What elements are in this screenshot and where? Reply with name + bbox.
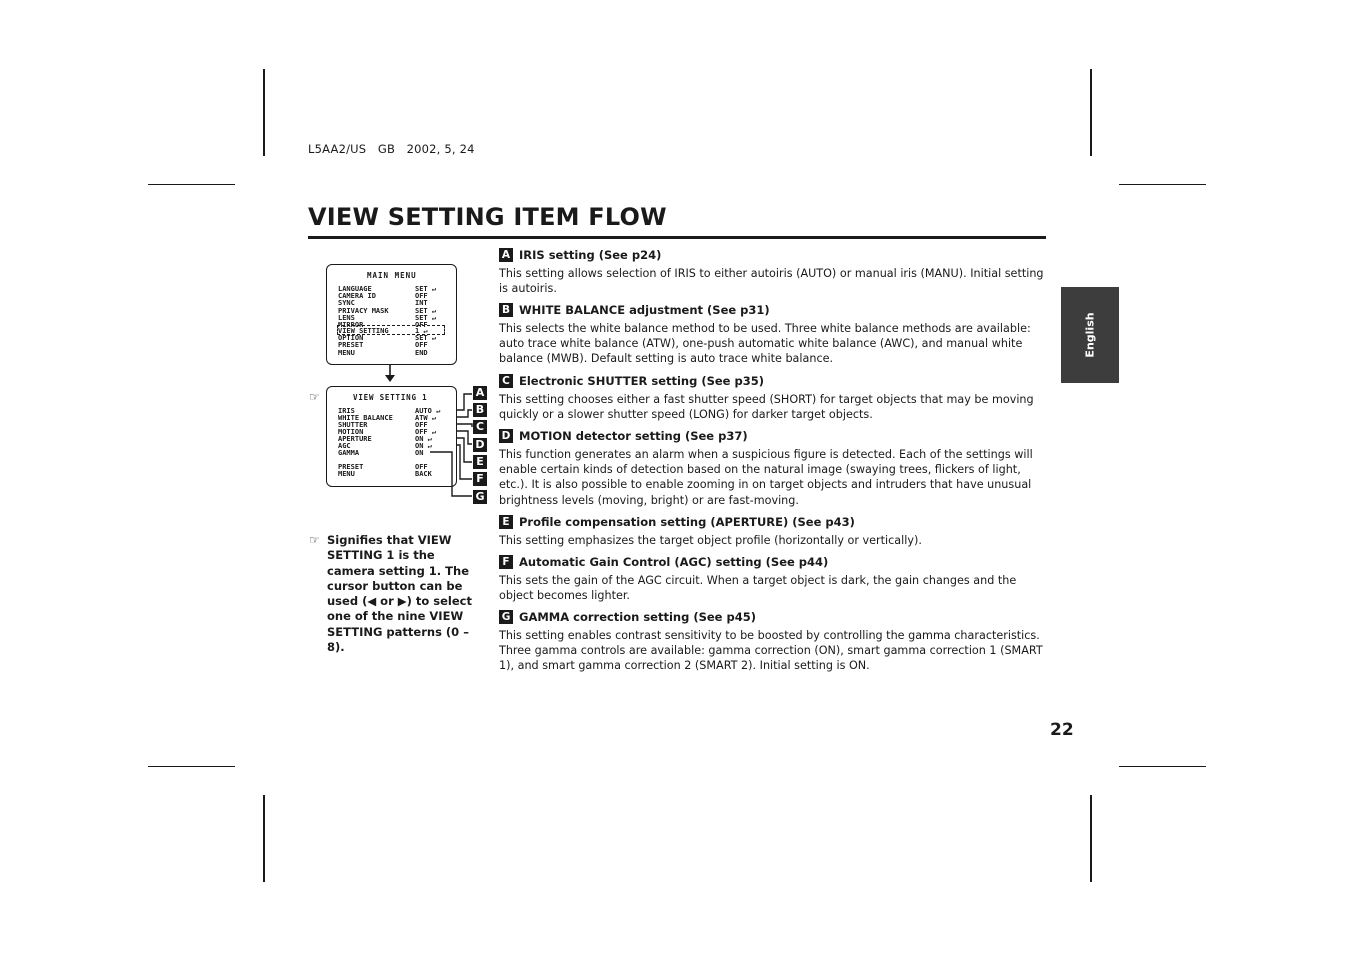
crop-mark [1119, 184, 1206, 185]
crop-mark [148, 766, 235, 767]
section-body: This setting enables contrast sensitivity to be boosted by controlling the gamma characteristics. Three gamma controls are available: gamma correction (ON), smart gamma correction 1 (SMART 1), and smart gamma correction 2 (SMART 2). Initial setting is ON. [499, 629, 1043, 673]
menu-row-value: SET ↵ [415, 307, 437, 315]
callout-d: D [473, 438, 487, 452]
section-heading [499, 514, 1044, 530]
menu-row-label: MIRROR [338, 321, 364, 329]
section-body: This sets the gain of the AGC circuit. When a target object is dark, the gain changes and the object becomes lighter. [499, 574, 1017, 603]
crop-mark [263, 69, 265, 156]
menu-row-label: APERTURE [338, 435, 372, 443]
note-text: Signifies that VIEW SETTING 1 is the camera setting 1. The cursor button can be used (◀ or ▶) to select one of the nine VIEW SETTING patterns (0 – 8). [327, 533, 472, 655]
menu-row-label: MENU [338, 470, 355, 478]
menu-row-value: ATW ↵ [415, 414, 437, 422]
callout-g: G [473, 490, 487, 504]
crop-mark [1090, 69, 1092, 156]
section-heading-text: Electronic SHUTTER setting (See p35) [519, 374, 764, 388]
callout-a: A [473, 386, 487, 400]
section-body: This function generates an alarm when a suspicious figure is detected. Each of the settings will enable certain kinds of detection based on the natural image (swaying trees, flickers of light, etc.). It is also possible to enable zooming in on target objects and intruders that have unusual brightness levels (moving, bright) or are fast-moving. [499, 448, 1033, 507]
setting-section [499, 247, 1044, 296]
section-heading [499, 373, 1044, 389]
menu-row-value: SET ↵ [415, 334, 437, 342]
view-setting-title: VIEW SETTING 1 [353, 393, 428, 402]
menu-row-label: MOTION [338, 428, 364, 436]
setting-section [499, 302, 1044, 367]
callout-f: F [473, 472, 487, 486]
document-id: L5AA2/US GB 2002, 5, 24 [308, 142, 475, 156]
section-letter-badge: A [499, 248, 513, 262]
menu-row-value: 1 ↵ [415, 327, 428, 335]
menu-row-label: CAMERA ID [338, 292, 376, 300]
menu-row-value: SET ↵ [415, 314, 437, 322]
section-heading-text: WHITE BALANCE adjustment (See p31) [519, 303, 770, 317]
section-heading [499, 554, 1044, 570]
menu-row-label: SHUTTER [338, 421, 368, 429]
menu-row-value: SET ↵ [415, 285, 437, 293]
menu-row-value: ON ↵ [415, 442, 432, 450]
main-menu-screen [326, 264, 457, 365]
callout-c: C [473, 420, 487, 434]
page-title: VIEW SETTING ITEM FLOW [308, 203, 667, 231]
section-body: This setting allows selection of IRIS to either autoiris (AUTO) or manual iris (MANU). Initial setting is autoiris. [499, 267, 1044, 296]
section-heading [499, 247, 1044, 263]
menu-row-value: ON ↵ [415, 435, 432, 443]
menu-row-value: ON [415, 449, 424, 457]
section-heading-text: IRIS setting (See p24) [519, 248, 662, 262]
setting-section [499, 428, 1044, 508]
selected-row-outline [337, 325, 445, 335]
menu-row-label: LANGUAGE [338, 285, 372, 293]
menu-row-label: PRESET [338, 341, 364, 349]
menu-row-label: PRESET [338, 463, 364, 471]
note-hand-icon: ☞ [309, 533, 320, 547]
crop-mark [148, 184, 235, 185]
menu-row-value: OFF [415, 421, 428, 429]
section-body: This setting chooses either a fast shutter speed (SHORT) for target objects that may be moving quickly or a slower shutter speed (LONG) for darker target objects. [499, 393, 1034, 422]
menu-row-label: IRIS [338, 407, 355, 415]
section-heading [499, 428, 1044, 444]
crop-mark [263, 795, 265, 882]
menu-row-label: PRIVACY MASK [338, 307, 389, 315]
section-letter-badge: B [499, 303, 513, 317]
setting-section [499, 514, 1044, 548]
main-menu-title: MAIN MENU [367, 271, 417, 280]
section-letter-badge: C [499, 374, 513, 388]
section-body: This selects the white balance method to be used. Three white balance methods are available: auto trace white balance (ATW), one-push automatic white balance (AWC), and manual white balance (MWB). Default setting is auto trace white balance. [499, 322, 1031, 366]
section-heading [499, 302, 1044, 318]
menu-row-label: VIEW SETTING [338, 327, 389, 335]
crop-mark [1119, 766, 1206, 767]
menu-row-value: END [415, 349, 428, 357]
section-heading-text: Automatic Gain Control (AGC) setting (See p44) [519, 555, 829, 569]
title-rule [308, 236, 1046, 239]
flow-arrow-icon [382, 364, 398, 384]
setting-section [499, 373, 1044, 422]
section-letter-badge: D [499, 429, 513, 443]
section-letter-badge: G [499, 610, 513, 624]
section-heading [499, 609, 1044, 625]
menu-row-value: OFF [415, 463, 428, 471]
menu-row-label: WHITE BALANCE [338, 414, 393, 422]
menu-row-label: LENS [338, 314, 355, 322]
menu-row-value: OFF [415, 341, 428, 349]
setting-section [499, 609, 1044, 674]
language-tab-label: English [1083, 312, 1097, 358]
section-letter-badge: F [499, 555, 513, 569]
menu-row-value: AUTO ↵ [415, 407, 441, 415]
language-tab [1061, 287, 1119, 383]
section-letter-badge: E [499, 515, 513, 529]
menu-row-value: OFF ↵ [415, 428, 437, 436]
section-body: This setting emphasizes the target object profile (horizontally or vertically). [499, 534, 922, 547]
menu-row-value: BACK [415, 470, 432, 478]
section-heading-text: GAMMA correction setting (See p45) [519, 610, 756, 624]
section-heading-text: MOTION detector setting (See p37) [519, 429, 748, 443]
section-heading-text: Profile compensation setting (APERTURE) (See p43) [519, 515, 855, 529]
callout-b: B [473, 403, 487, 417]
menu-row-label: AGC [338, 442, 351, 450]
callout-e: E [473, 455, 487, 469]
menu-row-label: SYNC [338, 299, 355, 307]
callout-connectors [420, 390, 480, 505]
crop-mark [1090, 795, 1092, 882]
menu-row-label: GAMMA [338, 449, 360, 457]
menu-row-value: INT [415, 299, 428, 307]
menu-row-label: MENU [338, 349, 355, 357]
menu-row-value: OFF [415, 321, 428, 329]
menu-row-label: OPTION [338, 334, 364, 342]
page-number: 22 [1050, 720, 1074, 740]
menu-row-value: OFF [415, 292, 428, 300]
pointing-hand-icon: ☞ [309, 390, 320, 404]
setting-section [499, 554, 1044, 603]
